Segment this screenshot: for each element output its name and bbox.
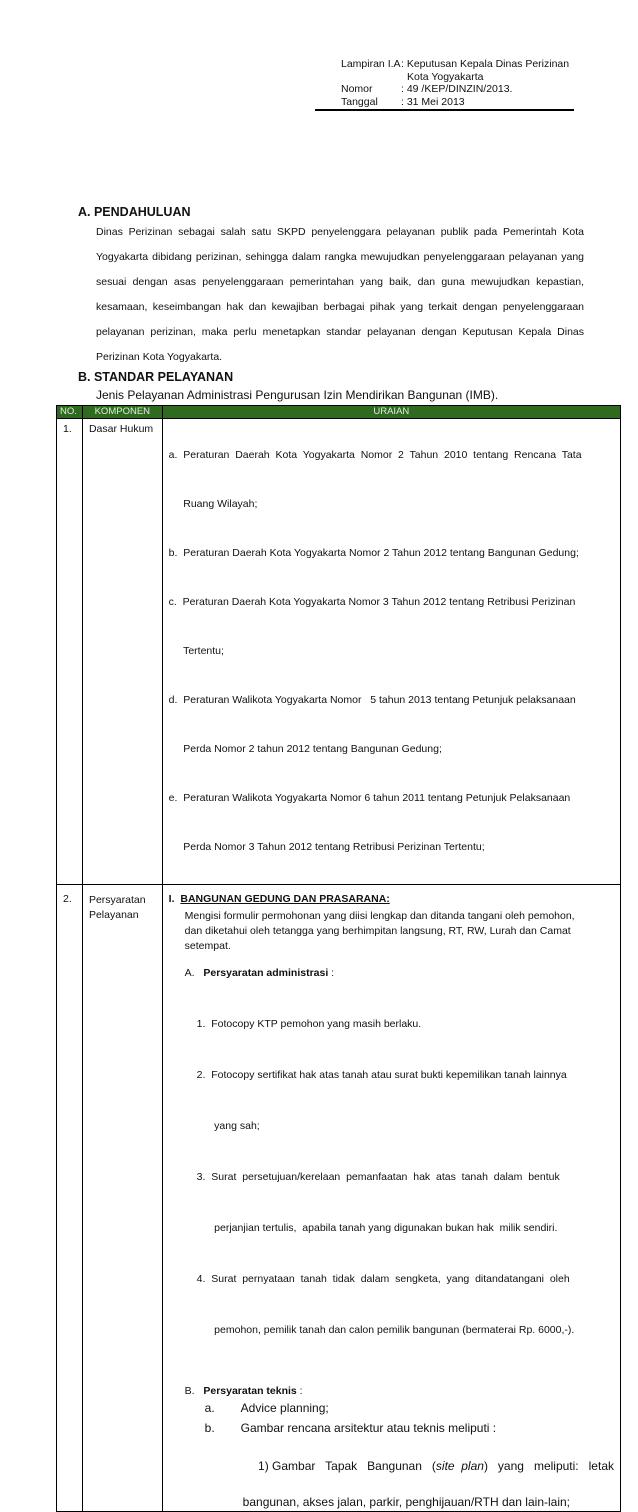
list-item: c. Peraturan Daerah Kota Yogyakarta Nomor 3 Tahun 2012 tentang Retribusi Perizinan [168,596,576,608]
list-item: Perda Nomor 2 tahun 2012 tentang Bangunan Gedung; [168,743,442,755]
paragraph-line: Dinas Perizinan sebagai salah satu SKPD penyelenggara pelayanan publik pada Pemerintah Kota [96,226,584,238]
nomor-value: : 49 /KEP/DINZIN/2013. [401,83,513,95]
list-item: perjanjian tertulis, apabila tanah yang digunakan bukan hak milik sendiri. [196,1222,558,1234]
admin-heading: A. Persyaratan administrasi : [184,967,335,979]
list-item: b. Gambar rencana arsitektur atau teknis meliputi : [204,1421,497,1435]
standar-pelayanan-table [56,405,621,1512]
list-item: 1) Gambar Tapak Bangunan (site plan) yang meliputi: letak [258,1459,614,1473]
nomor-label: Nomor [341,83,373,95]
row1-uraian [162,419,620,885]
list-item: b. Peraturan Daerah Kota Yogyakarta Nomor 2 Tahun 2012 tentang Bangunan Gedung; [168,547,579,559]
section-i-heading: I. BANGUNAN GEDUNG DAN PRASARANA: [168,893,390,905]
paragraph-line: Perizinan Kota Yogyakarta. [96,351,223,363]
section-i-intro: Mengisi formulir permohonan yang diisi lengkap dan ditanda tangani oleh pemohon, dan diketahui oleh tetangga yang berhimpitan langsung, RT, RW, Lurah dan Camat setempat. [184,910,575,952]
paragraph-line: Yogyakarta dibidang perizinan, sehingga dalam rangka mewujudkan penyelenggaraan pelayanan yang [96,251,584,263]
header-komponen: KOMPONEN [82,406,162,419]
paragraph-line: pelayanan perizinan, maka perlu menetapkan standar pelayanan dengan Keputusan Kepala Dinas [96,326,584,338]
list-item: a. Advice planning; [204,1401,329,1415]
list-item: 3. Surat persetujuan/kerelaan pemanfaatan hak atas tanah dalam bentuk [196,1171,560,1183]
tanggal-value: : 31 Mei 2013 [401,96,465,108]
section-a-paragraph [96,220,584,370]
list-item: pemohon, pemilik tanah dan calon pemilik bangunan (bermaterai Rp. 6000,-). [196,1324,575,1336]
list-item: 1. Fotocopy KTP pemohon yang masih berlaku. [196,1018,422,1030]
list-item: bangunan, akses jalan, parkir, penghijauan/RTH dan lain-lain; [242,1495,570,1509]
table-row [57,885,621,1512]
table-header-row [57,406,621,419]
list-item: yang sah; [196,1120,260,1132]
lampiran-value-2: Kota Yogyakarta [407,71,484,83]
list-item: 2. Fotocopy sertifikat hak atas tanah atau surat bukti kepemilikan tanah lainnya [196,1069,567,1081]
table-row [57,419,621,885]
list-item: Tertentu; [168,645,224,657]
list-item: 4. Surat pernyataan tanah tidak dalam sengketa, yang ditandatangani oleh [196,1273,570,1285]
list-item: e. Peraturan Walikota Yogyakarta Nomor 6 tahun 2011 tentang Petunjuk Pelaksanaan [168,792,571,804]
admin-list [169,982,614,1373]
section-b-subtitle: Jenis Pelayanan Administrasi Pengurusan Izin Mendirikan Bangunan (IMB). [96,388,499,402]
teknis-list [169,1399,614,1511]
list-item: Ruang Wilayah; [168,498,258,510]
header-no: NO. [57,406,83,419]
paragraph-line: sesuai dengan asas penyelenggaraan pemerintahan yang baik, dan guna mewujudkan kepastian, [96,276,584,288]
header-block [341,58,573,110]
section-b-title: B. STANDAR PELAYANAN [78,370,234,384]
row2-komponen: Persyaratan Pelayanan [82,885,162,1512]
teknis-heading: B. Persyaratan teknis : [184,1385,303,1397]
list-item: Perda Nomor 3 Tahun 2012 tentang Retribusi Perizinan Tertentu; [168,841,485,853]
tanggal-label: Tanggal [341,96,378,108]
header-uraian: URAIAN [162,406,620,419]
list-item: d. Peraturan Walikota Yogyakarta Nomor 5 tahun 2013 tentang Petunjuk pelaksanaan [168,694,576,706]
row1-no: 1. [57,419,83,885]
row2-uraian [162,885,620,1512]
section-a-title: A. PENDAHULUAN [78,205,191,219]
lampiran-label: Lampiran I.A [341,58,401,70]
lampiran-value: : Keputusan Kepala Dinas Perizinan [401,58,570,70]
header-divider [315,109,574,111]
paragraph-line: kesamaan, keseimbangan hak dan kewajiban berbagai pihak yang terkait dengan penyelenggaraan [96,301,584,313]
row2-no: 2. [57,885,83,1512]
list-item: a. Peraturan Daerah Kota Yogyakarta Nomor 2 Tahun 2010 tentang Rencana Tata [168,449,582,461]
row1-komponen: Dasar Hukum [82,419,162,885]
